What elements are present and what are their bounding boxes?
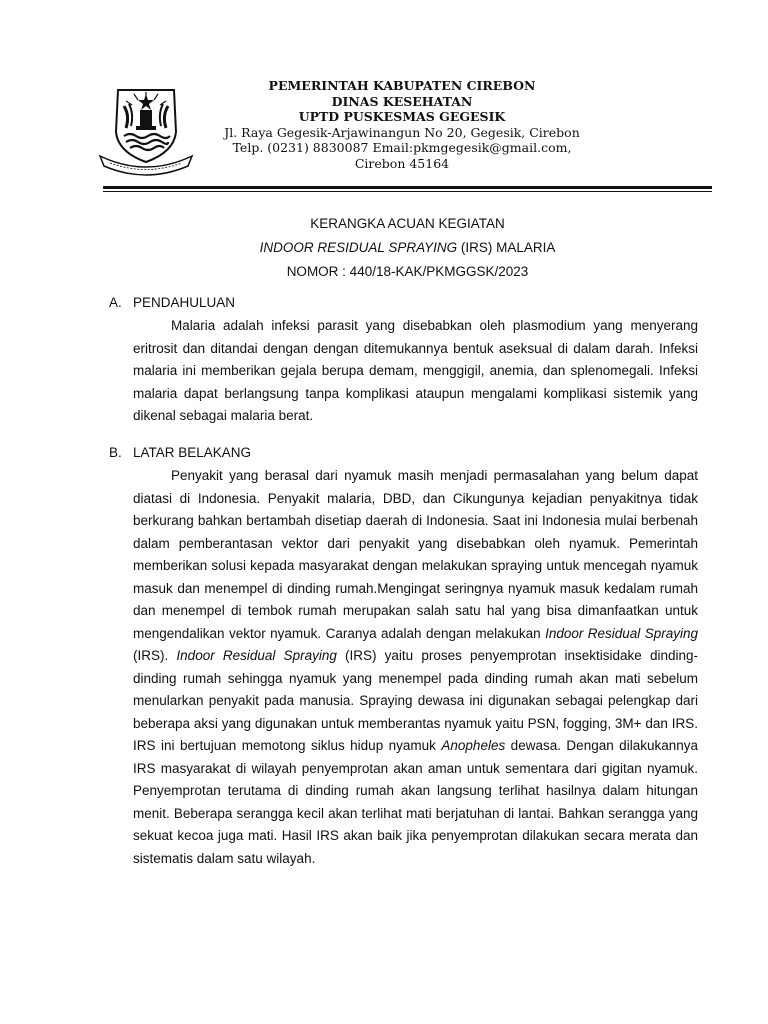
section-latar-belakang <box>109 442 698 870</box>
section-title: LATAR BELAKANG <box>133 445 252 460</box>
paragraph-text: Penyakit yang berasal dari nyamuk masih menjadi permasalahan yang belum dapat diatasi di Indonesia. Penyakit malaria, DBD, dan Cikungunya kejadian penyakitnya tidak berkurang bahkan bertambah disetiap daerah di Indonesia. Saat ini Indonesia mulai berbenah dalam pemberantasan vektor dari penyakit yang disebabkan oleh nyamuk. Pemerintah memberikan solusi kepada masyarakat dengan melakukan spraying untuk mencegah nyamuk masuk dan menempel di dinding rumah.Mengingat seringnya nyamuk masuk kedalam rumah dan menempel di tembok rumah merupakan salah satu hal yang bisa dimanfaatkan untuk mengendalikan vektor nyamuk. Caranya adalah dengan melakukan <box>133 468 698 641</box>
section-pendahuluan <box>109 292 698 428</box>
cirebon-regency-emblem-icon <box>96 76 196 176</box>
letterhead-institution: UPTD PUSKESMAS GEGESIK <box>298 109 506 124</box>
document-title-subject <box>103 236 712 260</box>
letterhead-address: Jl. Raya Gegesik-Arjawinangun No 20, Gegesik, Cirebon <box>224 124 580 140</box>
paragraph-text: dewasa. Dengan dilakukannya IRS masyarakat di wilayah penyemprotan akan aman untuk sementara dari gigitan nyamuk. Penyemprotan terutama di dinding rumah akan langsung terlihat hasilnya dalam hitungan menit. Beberapa serangga kecil akan terlihat mati berjatuhan di lantai. Bahkan serangga yang sekuat kecoa juga mati. Hasil IRS akan baik jika penyemprotan dilakukan secara merata dan sistematis dalam satu wilayah. <box>133 738 698 866</box>
paragraph-italic-term: Anopheles <box>441 738 506 753</box>
paragraph-text: (IRS). <box>133 648 177 663</box>
letterhead-divider-thick <box>103 186 712 189</box>
document-title <box>103 212 712 284</box>
document-title-type: KERANGKA ACUAN KEGIATAN <box>310 216 505 231</box>
section-paragraph <box>133 465 698 870</box>
letterhead-department: DINAS KESEHATAN <box>331 93 473 109</box>
document-title-subject-italic: INDOOR RESIDUAL SPRAYING <box>259 240 458 255</box>
paragraph-italic-term: Indoor Residual Spraying <box>176 648 337 663</box>
letterhead-divider-thin <box>103 191 712 192</box>
document-title-subject-rest: (IRS) MALARIA <box>457 240 556 255</box>
section-letter: B. <box>109 445 122 460</box>
paragraph-text: (IRS) yaitu proses penyemprotan insektisidake dinding-dinding rumah sehingga nyamuk yang menempel pada dinding rumah akan mati sebelum menularkan penyakit pada manusia. Spraying dewasa ini digunakan sebagai pelengkap dari beberapa aksi yang digunakan untuk memberantas nyamuk yaitu PSN, fogging, 3M+ dan IRS. IRS ini bertujuan memotong siklus hidup nyamuk <box>133 648 698 753</box>
letterhead-contact: Telp. (0231) 8830087 Email:pkmgegesik@gmail.com, <box>232 140 572 155</box>
paragraph-italic-term: Indoor Residual Spraying <box>545 625 698 641</box>
section-heading <box>109 292 698 314</box>
letterhead-government: PEMERINTAH KABUPATEN CIREBON <box>268 78 536 93</box>
section-heading <box>109 442 698 464</box>
letterhead <box>200 78 604 171</box>
section-letter: A. <box>109 295 122 310</box>
document-number: NOMOR : 440/18-KAK/PKMGGSK/2023 <box>286 264 529 279</box>
section-paragraph: Malaria adalah infeksi parasit yang disebabkan oleh plasmodium yang menyerang eritrosit dan ditandai dengan dengan ditemukannya bentuk aseksual di dalam darah. Infeksi malaria ini memberikan gejala berupa demam, menggigil, anemia, dan splenomegali. Infeksi malaria dapat berlangsung tanpa komplikasi ataupun mengalami komplikasi sistemik yang dikenal sebagai malaria berat. <box>133 318 698 423</box>
section-title: PENDAHULUAN <box>133 295 236 310</box>
letterhead-city: Cirebon 45164 <box>354 155 450 171</box>
